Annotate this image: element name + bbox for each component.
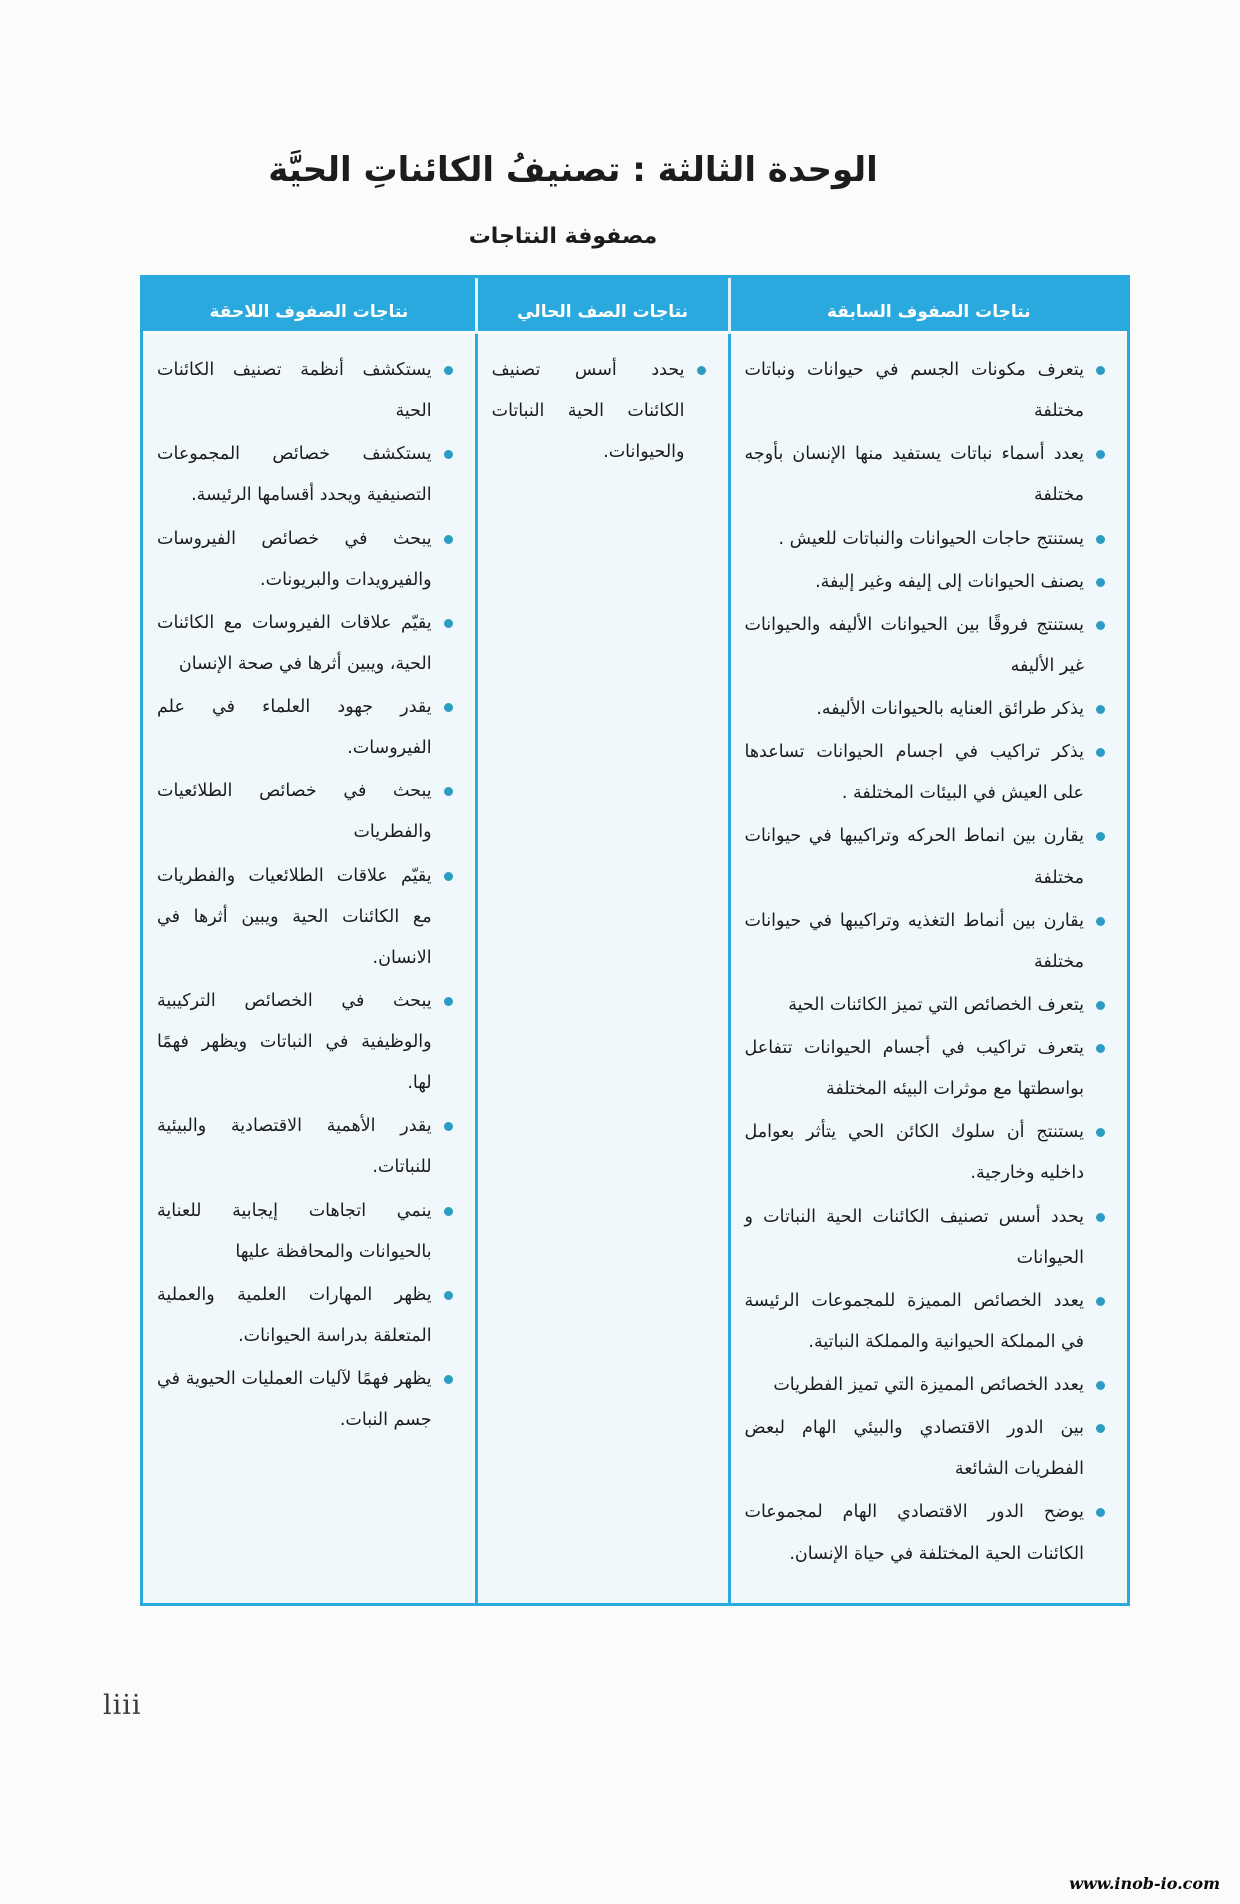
outcome-item: يستكشف خصائص المجموعات التصنيفية ويحدد أقسامها الرئيسة. bbox=[157, 434, 457, 516]
outcome-item: يعدد الخصائص المميزة للمجموعات الرئيسة في المملكة الحيوانية والمملكة النباتية. bbox=[745, 1281, 1110, 1363]
page-number: liii bbox=[103, 1690, 142, 1721]
outcome-item: يقدر الأهمية الاقتصادية والبيئية للنباتات. bbox=[157, 1106, 457, 1188]
outcome-item: يظهر المهارات العلمية والعملية المتعلقة بدراسة الحيوانات. bbox=[157, 1275, 457, 1357]
outcome-item: يستنتج حاجات الحيوانات والنباتات للعيش . bbox=[745, 519, 1110, 560]
outcome-item: يبحث في الخصائص التركيبية والوظيفية في النباتات ويظهر فهمًا لها. bbox=[157, 981, 457, 1104]
outcome-item: يتعرف تراكيب في أجسام الحيوانات تتفاعل بواسطتها مع موثرات البيئه المختلفة bbox=[745, 1028, 1110, 1110]
outcome-item: يستكشف أنظمة تصنيف الكائنات الحية bbox=[157, 350, 457, 432]
outcome-item: يتعرف الخصائص التي تميز الكائنات الحية bbox=[745, 985, 1110, 1026]
outcome-item: يقارن بين انماط الحركه وتراكيبها في حيوانات مختلفة bbox=[745, 816, 1110, 898]
outcome-item: يستنتج فروقًا بين الحيوانات الأليفه والحيوانات غير الأليفه bbox=[745, 605, 1110, 687]
outcome-item: يوضح الدور الاقتصادي الهام لمجموعات الكائنات الحية المختلفة في حياة الإنسان. bbox=[745, 1492, 1110, 1574]
outcome-item: يقيّم علاقات الفيروسات مع الكائنات الحية، ويبين أثرها في صحة الإنسان bbox=[157, 603, 457, 685]
column-current-grade bbox=[475, 278, 728, 1603]
column-header-later-grades: نتاجات الصفوف اللاحقة bbox=[143, 278, 475, 334]
outcome-item: يعدد أسماء نباتات يستفيد منها الإنسان بأوجه مختلفة bbox=[745, 434, 1110, 516]
outcome-item: يبحث في خصائص الطلائعيات والفطريات bbox=[157, 771, 457, 853]
outcome-item: يقدر جهود العلماء في علم الفيروسات. bbox=[157, 687, 457, 769]
outcomes-matrix-table bbox=[140, 275, 1130, 1606]
outcome-item: يعدد الخصائص المميزة التي تميز الفطريات bbox=[745, 1365, 1110, 1406]
outcome-item: يقيّم علاقات الطلائعيات والفطريات مع الكائنات الحية ويبين أثرها في الانسان. bbox=[157, 856, 457, 979]
outcome-item: ينمي اتجاهات إيجابية للعناية بالحيوانات والمحافظة عليها bbox=[157, 1191, 457, 1273]
outcome-item: يتعرف مكونات الجسم في حيوانات ونباتات مختلفة bbox=[745, 350, 1110, 432]
outcome-item: بين الدور الاقتصادي والبيئي الهام لبعض الفطريات الشائعة bbox=[745, 1408, 1110, 1490]
watermark-url: www.inob-io.com bbox=[1069, 1874, 1220, 1893]
outcome-item: يحدد أسس تصنيف الكائنات الحية النباتات والحيوانات. bbox=[492, 350, 710, 473]
outcome-item: يقارن بين أنماط التغذيه وتراكيبها في حيوانات مختلفة bbox=[745, 901, 1110, 983]
outcome-list-later-grades bbox=[143, 334, 475, 1603]
document-page bbox=[0, 150, 1240, 1904]
outcome-item: يذكر طرائق العنايه بالحيوانات الأليفه. bbox=[745, 689, 1110, 730]
outcome-item: يستنتج أن سلوك الكائن الحي يتأثر بعوامل داخليه وخارجية. bbox=[745, 1112, 1110, 1194]
outcome-list-previous-grades bbox=[731, 334, 1128, 1603]
outcome-item: يصنف الحيوانات إلى إليفه وغير إليفة. bbox=[745, 562, 1110, 603]
outcome-list-current-grade bbox=[478, 334, 728, 1603]
outcome-item: يبحث في خصائص الفيروسات والفيرويدات والبريونات. bbox=[157, 519, 457, 601]
column-later-grades bbox=[143, 278, 475, 1603]
matrix-subtitle: مصفوفة النتاجات bbox=[468, 224, 658, 249]
outcome-item: يظهر فهمًا لآليات العمليات الحيوية في جسم النبات. bbox=[157, 1359, 457, 1441]
outcome-item: يذكر تراكيب في اجسام الحيوانات تساعدها على العيش في البيئات المختلفة . bbox=[745, 732, 1110, 814]
outcome-item: يحدد أسس تصنيف الكائنات الحية النباتات و الحيوانات bbox=[745, 1197, 1110, 1279]
column-header-previous-grades: نتاجات الصفوف السابقة bbox=[731, 278, 1128, 334]
column-previous-grades bbox=[728, 278, 1128, 1603]
column-header-current-grade: نتاجات الصف الحالي bbox=[478, 278, 728, 334]
unit-title: الوحدة الثالثة : تصنيفُ الكائناتِ الحيَّة bbox=[268, 150, 878, 190]
